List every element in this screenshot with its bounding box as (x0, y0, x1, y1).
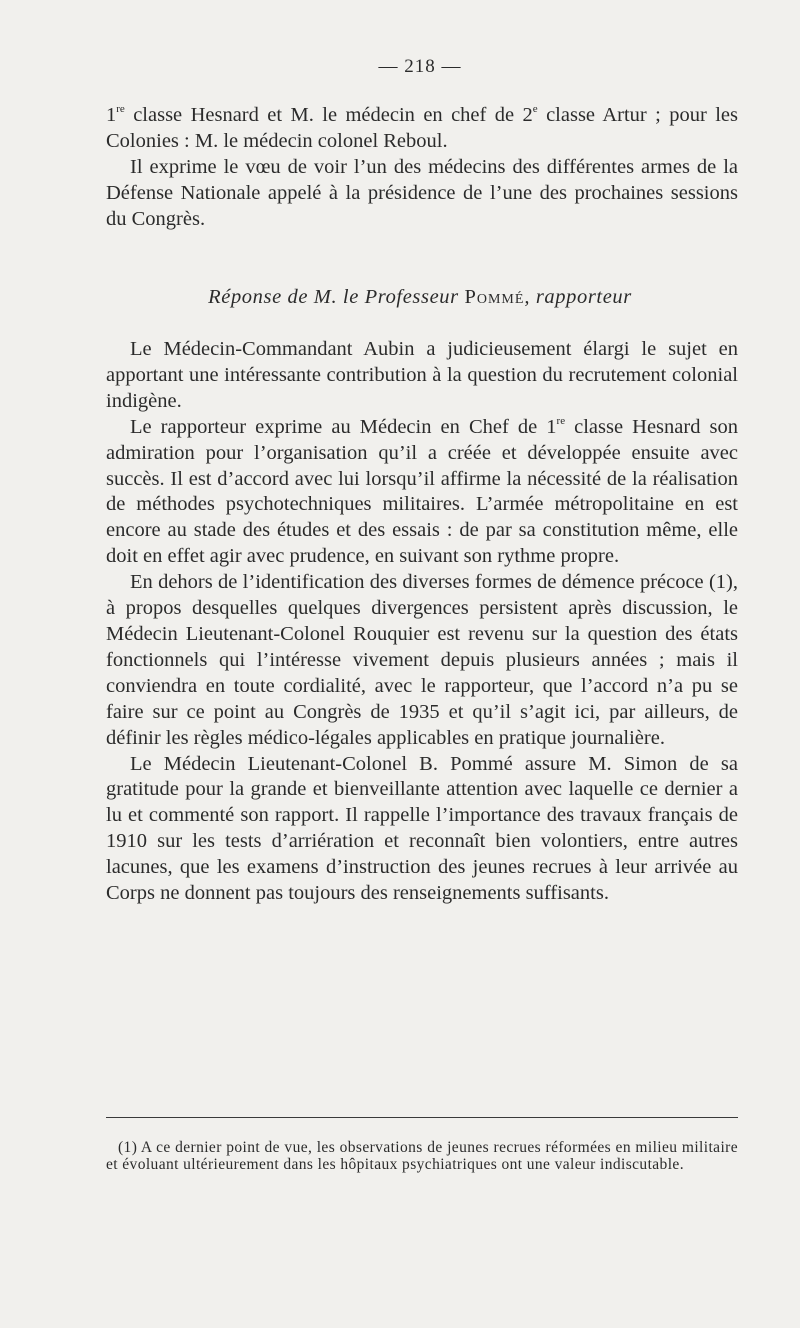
footnote (106, 1139, 738, 1173)
opening-text (106, 103, 738, 233)
footnote-text: (1) A ce dernier point de vue, les observations de jeunes recrues réformées en milieu militaire et évoluant ultérieurement dans les hôpitaux psychiatriques ont une valeur indiscutable. (106, 1139, 738, 1173)
paragraph-continuation: 1re classe Hesnard et M. le médecin en chef de 2e classe Artur ; pour les Colonies : M. le médecin colonel Reboul. (106, 103, 738, 152)
response-text (106, 337, 738, 907)
paragraph-rouquier: En dehors de l’identification des diverses formes de démence précoce (1), à propos desquelles quelques divergences persistent après discussion, le Médecin Lieutenant-Colonel Rouquier est revenu sur la question des états fonctionnels qui l’intéresse vivement depuis plusieurs années ; mais il conviendra en toute cordialité, avec le rapporteur, que l’accord n’a pu se faire sur ce point au Congrès de 1935 et qu’il s’agit ici, par ailleurs, de définir les règles médico-légales applicables en pratique journalière. (106, 571, 738, 749)
paragraph-simon: Le Médecin Lieutenant-Colonel B. Pommé assure M. Simon de sa gratitude pour la grande et bienveillante attention avec laquelle ce dernier a lu et commenté son rapport. Il rappelle l’importance des travaux français de 1910 sur les tests d’arriération et reconnaît bien volontiers, entre autres lacunes, que les examens d’instruction des jeunes recrues à leur arrivée au Corps ne donnent pas toujours des renseignements suffisants. (106, 752, 738, 905)
footnote-divider (106, 1117, 738, 1118)
section-heading: Réponse de M. le Professeur Pommé, rapporteur (208, 286, 632, 308)
page-number: — 218 — (378, 56, 462, 77)
paragraph-aubin: Le Médecin-Commandant Aubin a judicieusement élargi le sujet en apportant une intéressante contribution à la question du recrutement colonial indigène. (106, 338, 738, 412)
paragraph-hesnard: Le rapporteur exprime au Médecin en Chef de 1re classe Hesnard son admiration pour l’organisation qu’il a créée et développée ensuite avec succès. Il est d’accord avec lui lorsqu’il affirme la nécessité de la réalisation de méthodes psychotechniques militaires. L’armée métropolitaine en est encore au stade des études et des essais : de par sa constitution même, elle doit en effet agir avec prudence, en suivant son rythme propre. (106, 414, 738, 568)
paragraph-wish: Il exprime le vœu de voir l’un des médecins des différentes armes de la Défense Nationale appelé à la présidence de l’une des prochaines sessions du Congrès. (106, 155, 738, 230)
rapporteur-name: Pommé (464, 286, 525, 308)
